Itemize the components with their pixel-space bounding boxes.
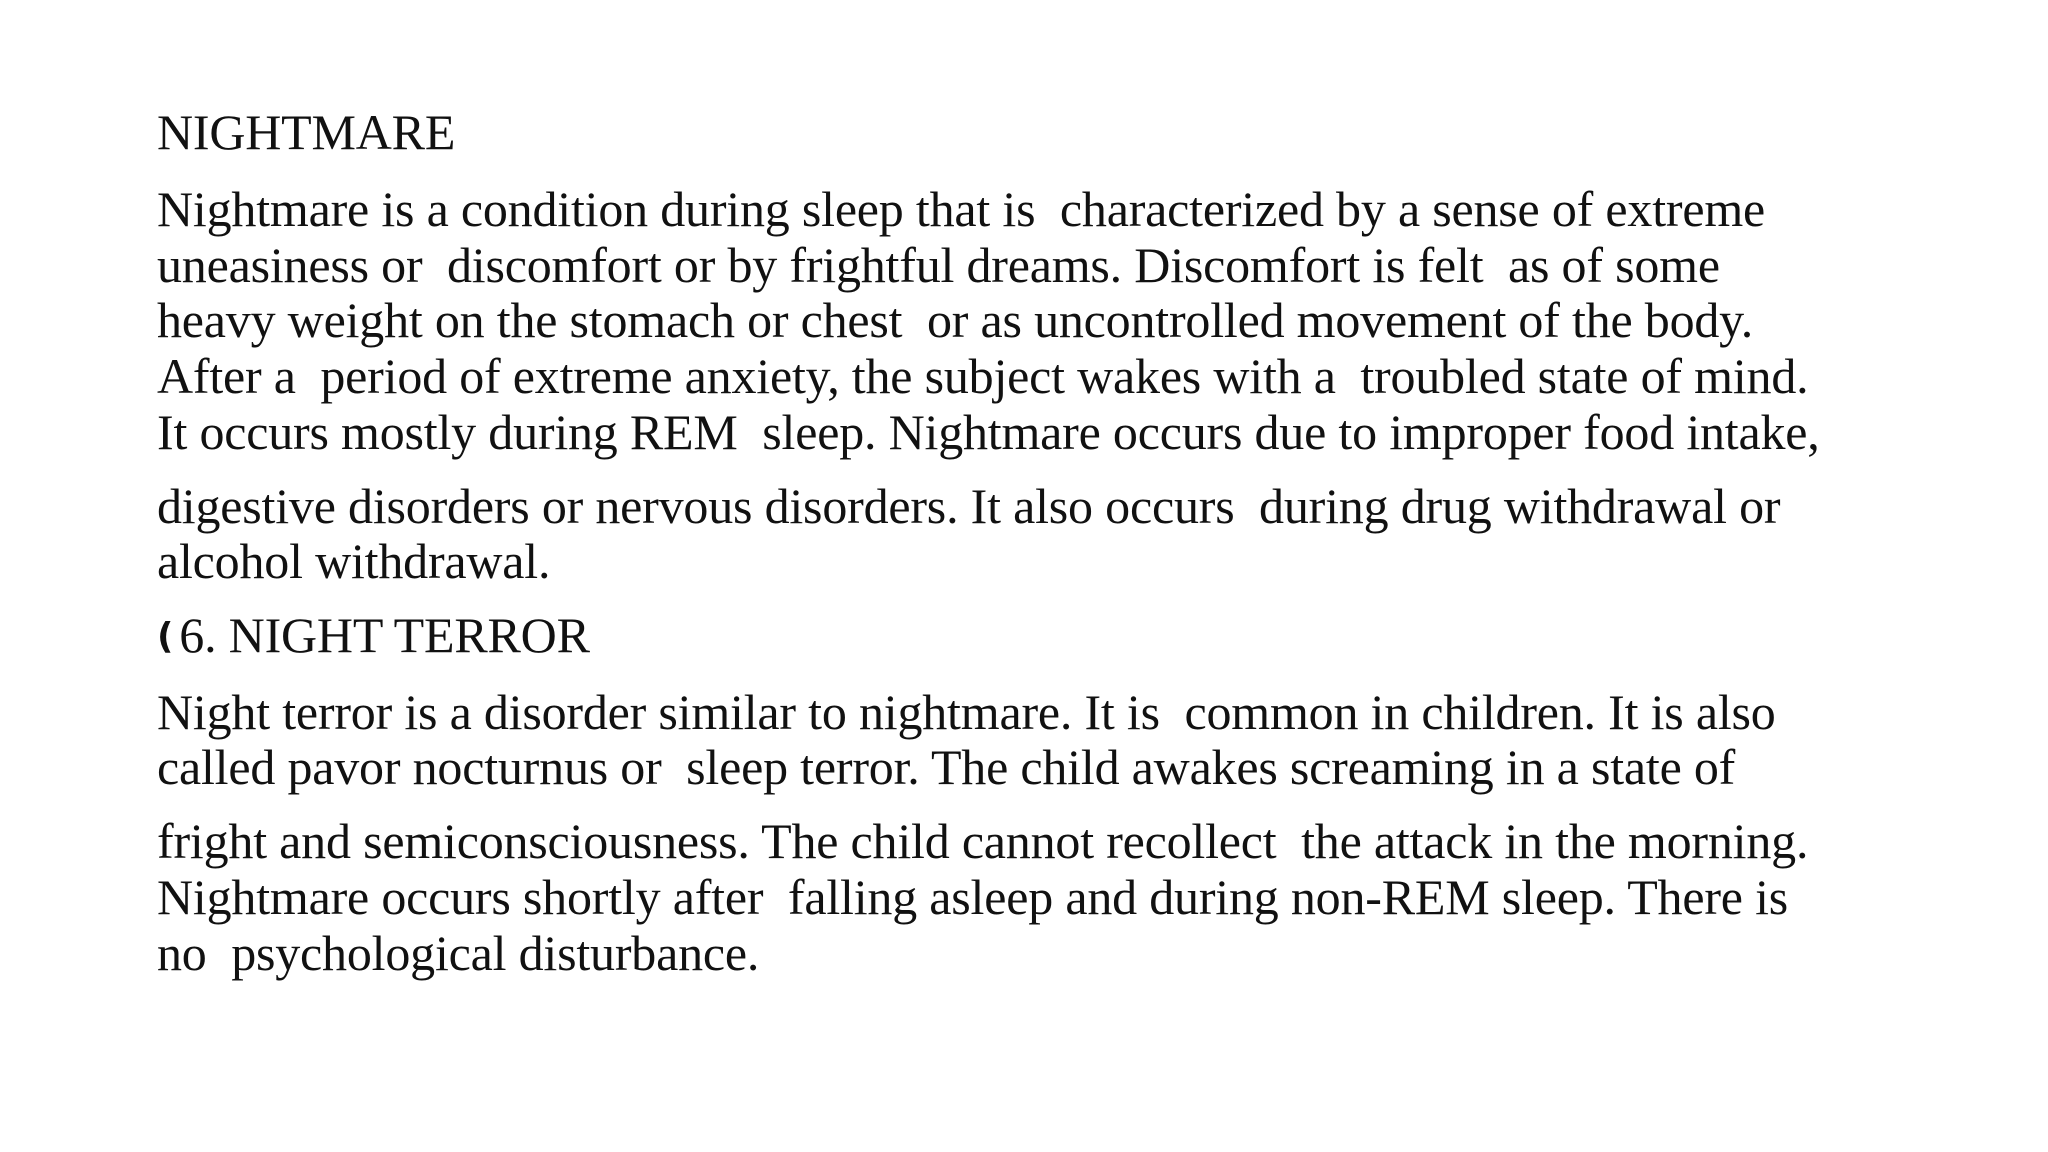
paragraph-line: Nightmare is a condition during sleep that is characterized by a sense of extreme bbox=[157, 181, 1766, 237]
paragraph-line: uneasiness or discomfort or by frightful dreams. Discomfort is felt as of some bbox=[157, 237, 1720, 293]
paragraph-line: called pavor nocturnus or sleep terror. The child awakes screaming in a state of bbox=[157, 739, 1736, 795]
section-heading-night-terror bbox=[157, 607, 590, 665]
section-heading-nightmare: NIGHTMARE bbox=[157, 104, 456, 160]
paragraph-line: Nightmare occurs shortly after falling asleep and during non-REM sleep. There is bbox=[157, 869, 1789, 925]
paragraph-line: heavy weight on the stomach or chest or as uncontrolled movement of the body. bbox=[157, 292, 1754, 348]
paragraph-line: After a period of extreme anxiety, the subject wakes with a troubled state of mind. bbox=[157, 348, 1809, 404]
paragraph-line: fright and semiconsciousness. The child cannot recollect the attack in the morning. bbox=[157, 813, 1809, 869]
paragraph-line: It occurs mostly during REM sleep. Nightmare occurs due to improper food intake, bbox=[157, 404, 1820, 460]
paragraph-line: alcohol withdrawal. bbox=[157, 533, 551, 589]
paragraph-line: digestive disorders or nervous disorders. It also occurs during drug withdrawal or bbox=[157, 478, 1781, 534]
bullet-icon: ( bbox=[157, 616, 174, 657]
paragraph-line: no psychological disturbance. bbox=[157, 925, 760, 981]
paragraph-line: Night terror is a disorder similar to nightmare. It is common in children. It is also bbox=[157, 684, 1776, 740]
section-heading-label: 6. NIGHT TERROR bbox=[179, 607, 590, 663]
